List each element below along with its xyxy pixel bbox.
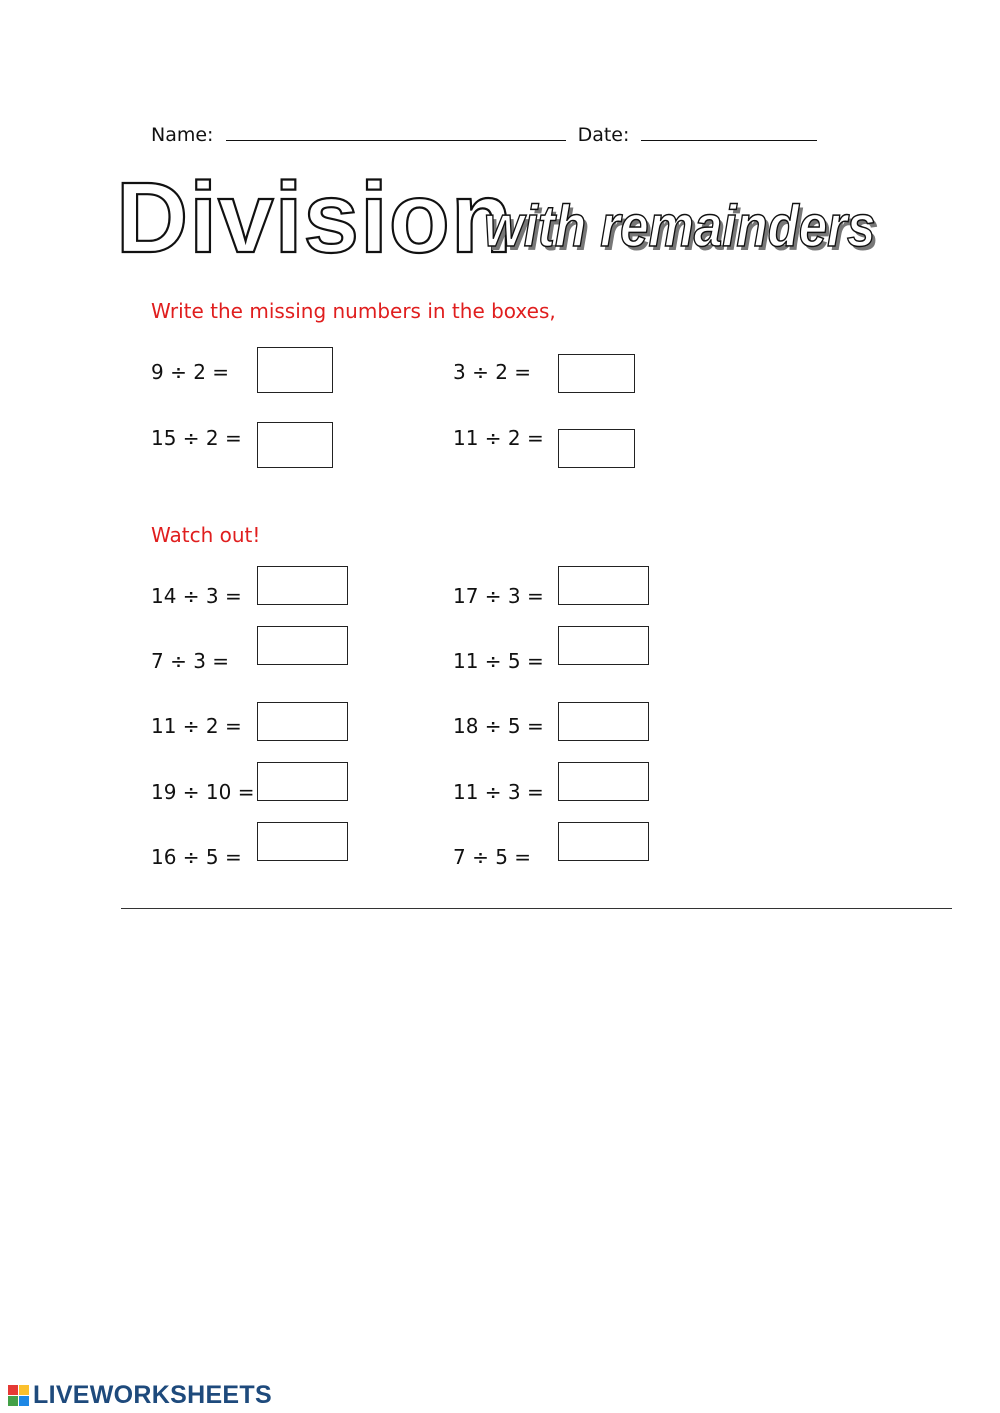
section2-instruction: Watch out! [151,523,261,547]
footer-brand[interactable] [8,1380,272,1410]
equation-label: 19 ÷ 10 = [151,780,255,804]
equation-label: 15 ÷ 2 = [151,426,242,450]
answer-box[interactable] [257,702,348,741]
section-divider [121,908,952,909]
answer-box[interactable] [257,422,333,468]
equation-label: 11 ÷ 2 = [151,714,242,738]
equation-label: 3 ÷ 2 = [453,360,532,384]
equation-label: 17 ÷ 3 = [453,584,544,608]
footer-brand-text: LIVEWORKSHEETS [33,1380,272,1409]
date-blank-line[interactable] [641,139,817,141]
answer-box[interactable] [558,702,649,741]
answer-box[interactable] [257,626,348,665]
answer-box[interactable] [558,354,635,393]
equation-label: 9 ÷ 2 = [151,360,230,384]
title-main: Division [116,162,513,274]
name-date-header [151,124,817,146]
answer-box[interactable] [558,429,635,468]
equation-label: 14 ÷ 3 = [151,584,242,608]
equation-label: 18 ÷ 5 = [453,714,544,738]
liveworksheets-logo-icon [8,1385,29,1406]
answer-box[interactable] [257,762,348,801]
name-blank-line[interactable] [226,139,566,141]
answer-box[interactable] [558,762,649,801]
equation-label: 11 ÷ 5 = [453,649,544,673]
equation-label: 7 ÷ 3 = [151,649,230,673]
equation-label: 16 ÷ 5 = [151,845,242,869]
section1-instruction: Write the missing numbers in the boxes, [151,299,556,323]
answer-box[interactable] [558,626,649,665]
equation-label: 7 ÷ 5 = [453,845,532,869]
equation-label: 11 ÷ 2 = [453,426,544,450]
answer-box[interactable] [558,822,649,861]
title-subtitle: with remainders [484,194,876,259]
answer-box[interactable] [257,822,348,861]
answer-box[interactable] [257,347,333,393]
answer-box[interactable] [257,566,348,605]
date-label: Date: [577,124,630,146]
answer-box[interactable] [558,566,649,605]
equation-label: 11 ÷ 3 = [453,780,544,804]
name-label: Name: [151,124,214,146]
